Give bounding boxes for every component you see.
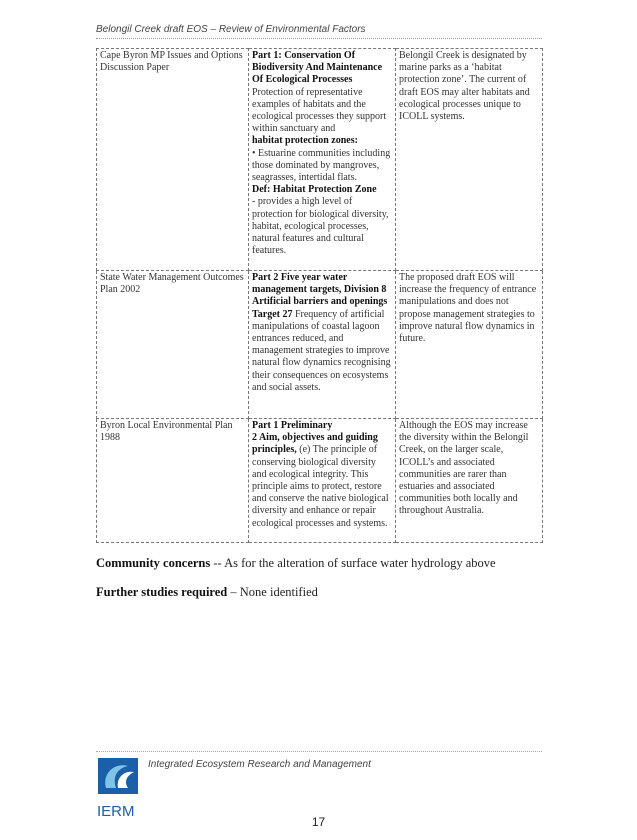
page-header: Belongil Creek draft EOS – Review of Environmental Factors [96,24,366,35]
provision-heading: Part 1 Preliminary [252,420,333,431]
footer-org-name: Integrated Ecosystem Research and Management [148,759,371,770]
table-row [97,271,543,419]
provision-text: - provides a high level of protection for biological diversity, habitat, ecological processes, natural features and cultural features. [252,196,389,257]
policy-provision-cell [249,271,396,419]
provision-heading: habitat protection zones: [252,135,358,147]
provision-text: • Estuarine communities including those dominated by mangroves, seagrasses, intertidal flats. [252,147,391,184]
logo-text: IERM [97,803,135,820]
provision-text: (e) The principle of conserving biological diversity and ecological integrity. This principle aims to protect, restore and conserve the native biological diversity and enhance or repair ecological processes and systems. [252,444,389,529]
ierm-logo-icon [96,758,144,820]
review-table [96,48,543,543]
provision-text: Frequency of artificial manipulations of coastal lagoon entrances reduced, and management strategies to improve natural flow dynamics recognising their consequences on ecosystems and social assets. [252,308,391,393]
provision-heading: Def: Habitat Protection Zone [252,184,377,196]
table-row [97,419,543,543]
comment-cell: Although the EOS may increase the diversity within the Belongil Creek, on the larger scale, ICOLL’s and associated communities are rarer than estuaries and associated communities both locally and throughout Australia. [396,419,543,543]
policy-name-cell: Cape Byron MP Issues and Options Discussion Paper [97,49,249,271]
header-divider [96,38,542,39]
provision-heading: Part 2 Five year water management targets, Division 8 Artificial barriers and openings [252,272,388,308]
provision-target: Target 27 [252,308,293,320]
provision-text: Protection of representative examples of habitats and the ecological processes they support within sanctuary and [252,86,387,135]
community-concerns [96,556,496,571]
footer-divider [96,751,542,752]
community-concerns-text: -- As for the alteration of surface water hydrology above [210,556,496,570]
further-studies-label: Further studies required [96,585,228,599]
comment-cell: The proposed draft EOS will increase the frequency of entrance manipulations and does not propose management strategies to improve natural flow dynamics in future. [396,271,543,419]
table-row [97,49,543,271]
further-studies [96,585,318,600]
further-studies-text: – None identified [227,585,318,599]
policy-provision-cell [249,419,396,543]
policy-provision-cell [249,49,396,271]
community-concerns-label: Community concerns [96,556,211,570]
provision-heading: Part 1: Conservation Of Biodiversity And Maintenance Of Ecological Processes [252,50,383,86]
policy-name-cell: State Water Management Outcomes Plan 2002 [97,271,249,419]
page-number: 17 [311,815,326,829]
policy-name-cell: Byron Local Environmental Plan 1988 [97,419,249,543]
comment-cell: Belongil Creek is designated by marine parks as a ‘habitat protection zone’. The current of draft EOS may alter habitats and ecological processes unique to ICOLL systems. [396,49,543,271]
provision-aim: 2 Aim, objectives and guiding principles, [252,432,378,456]
